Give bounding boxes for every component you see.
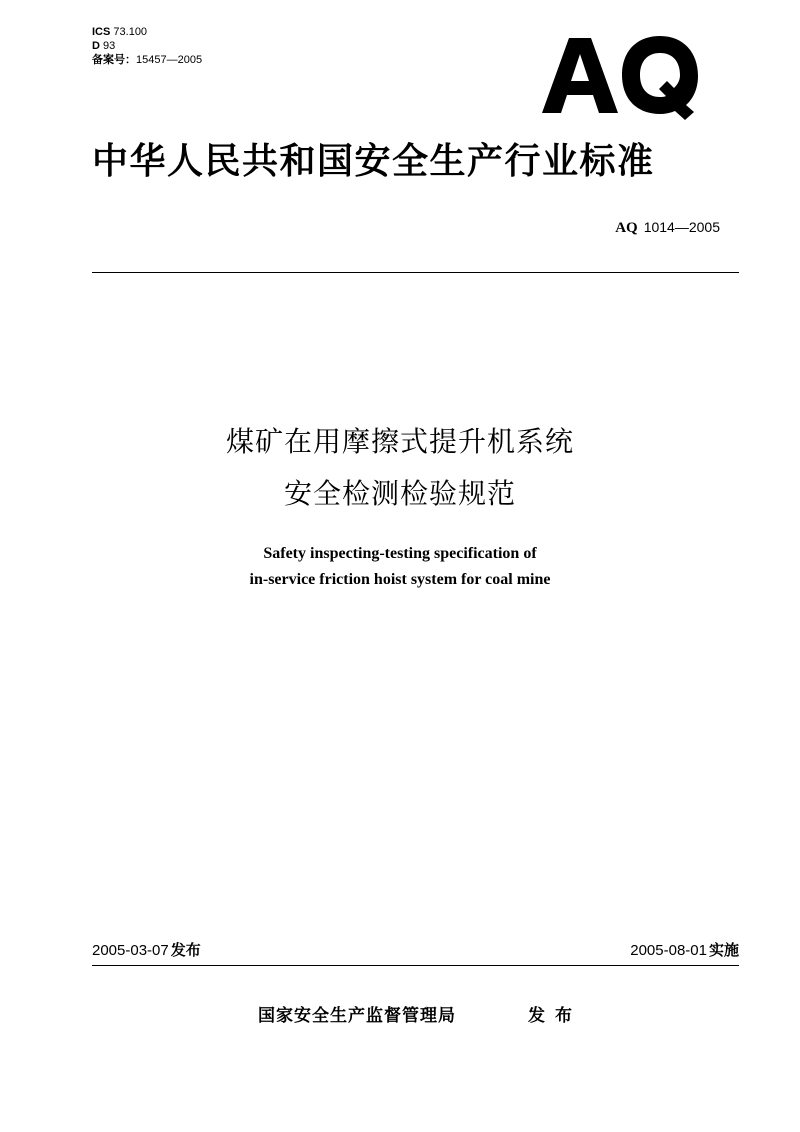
issue-date-value: 2005-03-07 <box>92 942 169 959</box>
ccs-value: 93 <box>103 40 116 52</box>
document-title-cn-line1: 煤矿在用摩擦式提升机系统 <box>225 425 574 458</box>
issue-word: 发布 <box>170 941 201 959</box>
ccs-code <box>92 40 115 53</box>
filing-label: 备案号： <box>92 54 136 66</box>
effective-date <box>630 940 739 961</box>
effective-word: 实施 <box>708 941 739 959</box>
publisher-name: 国家安全生产监督管理局 <box>258 1006 456 1026</box>
standard-number-value: 1014—2005 <box>643 219 720 235</box>
effective-date-value: 2005-08-01 <box>630 942 707 959</box>
filing-number <box>92 54 202 67</box>
ics-code <box>92 26 147 39</box>
standard-number <box>615 217 720 238</box>
ics-label: ICS <box>92 26 111 38</box>
bottom-divider <box>92 965 739 966</box>
document-title-cn-line2: 安全检测检验规范 <box>283 477 516 510</box>
issue-date <box>92 940 201 961</box>
standard-code: AQ <box>615 220 638 236</box>
aq-logo <box>536 20 706 120</box>
ccs-label: D <box>92 40 100 52</box>
ics-value: 73.100 <box>113 26 148 38</box>
standard-category-title: 中华人民共和国安全生产行业标准 <box>92 141 655 182</box>
aq-logo-mark <box>536 20 706 120</box>
document-title-en-line1: Safety inspecting-testing specification of <box>263 545 537 562</box>
document-title-en-line2: in-service friction hoist system for coal mine <box>249 571 551 588</box>
top-divider <box>92 272 739 273</box>
filing-value: 15457—2005 <box>136 54 203 66</box>
publisher-action: 发布 <box>528 1006 582 1026</box>
